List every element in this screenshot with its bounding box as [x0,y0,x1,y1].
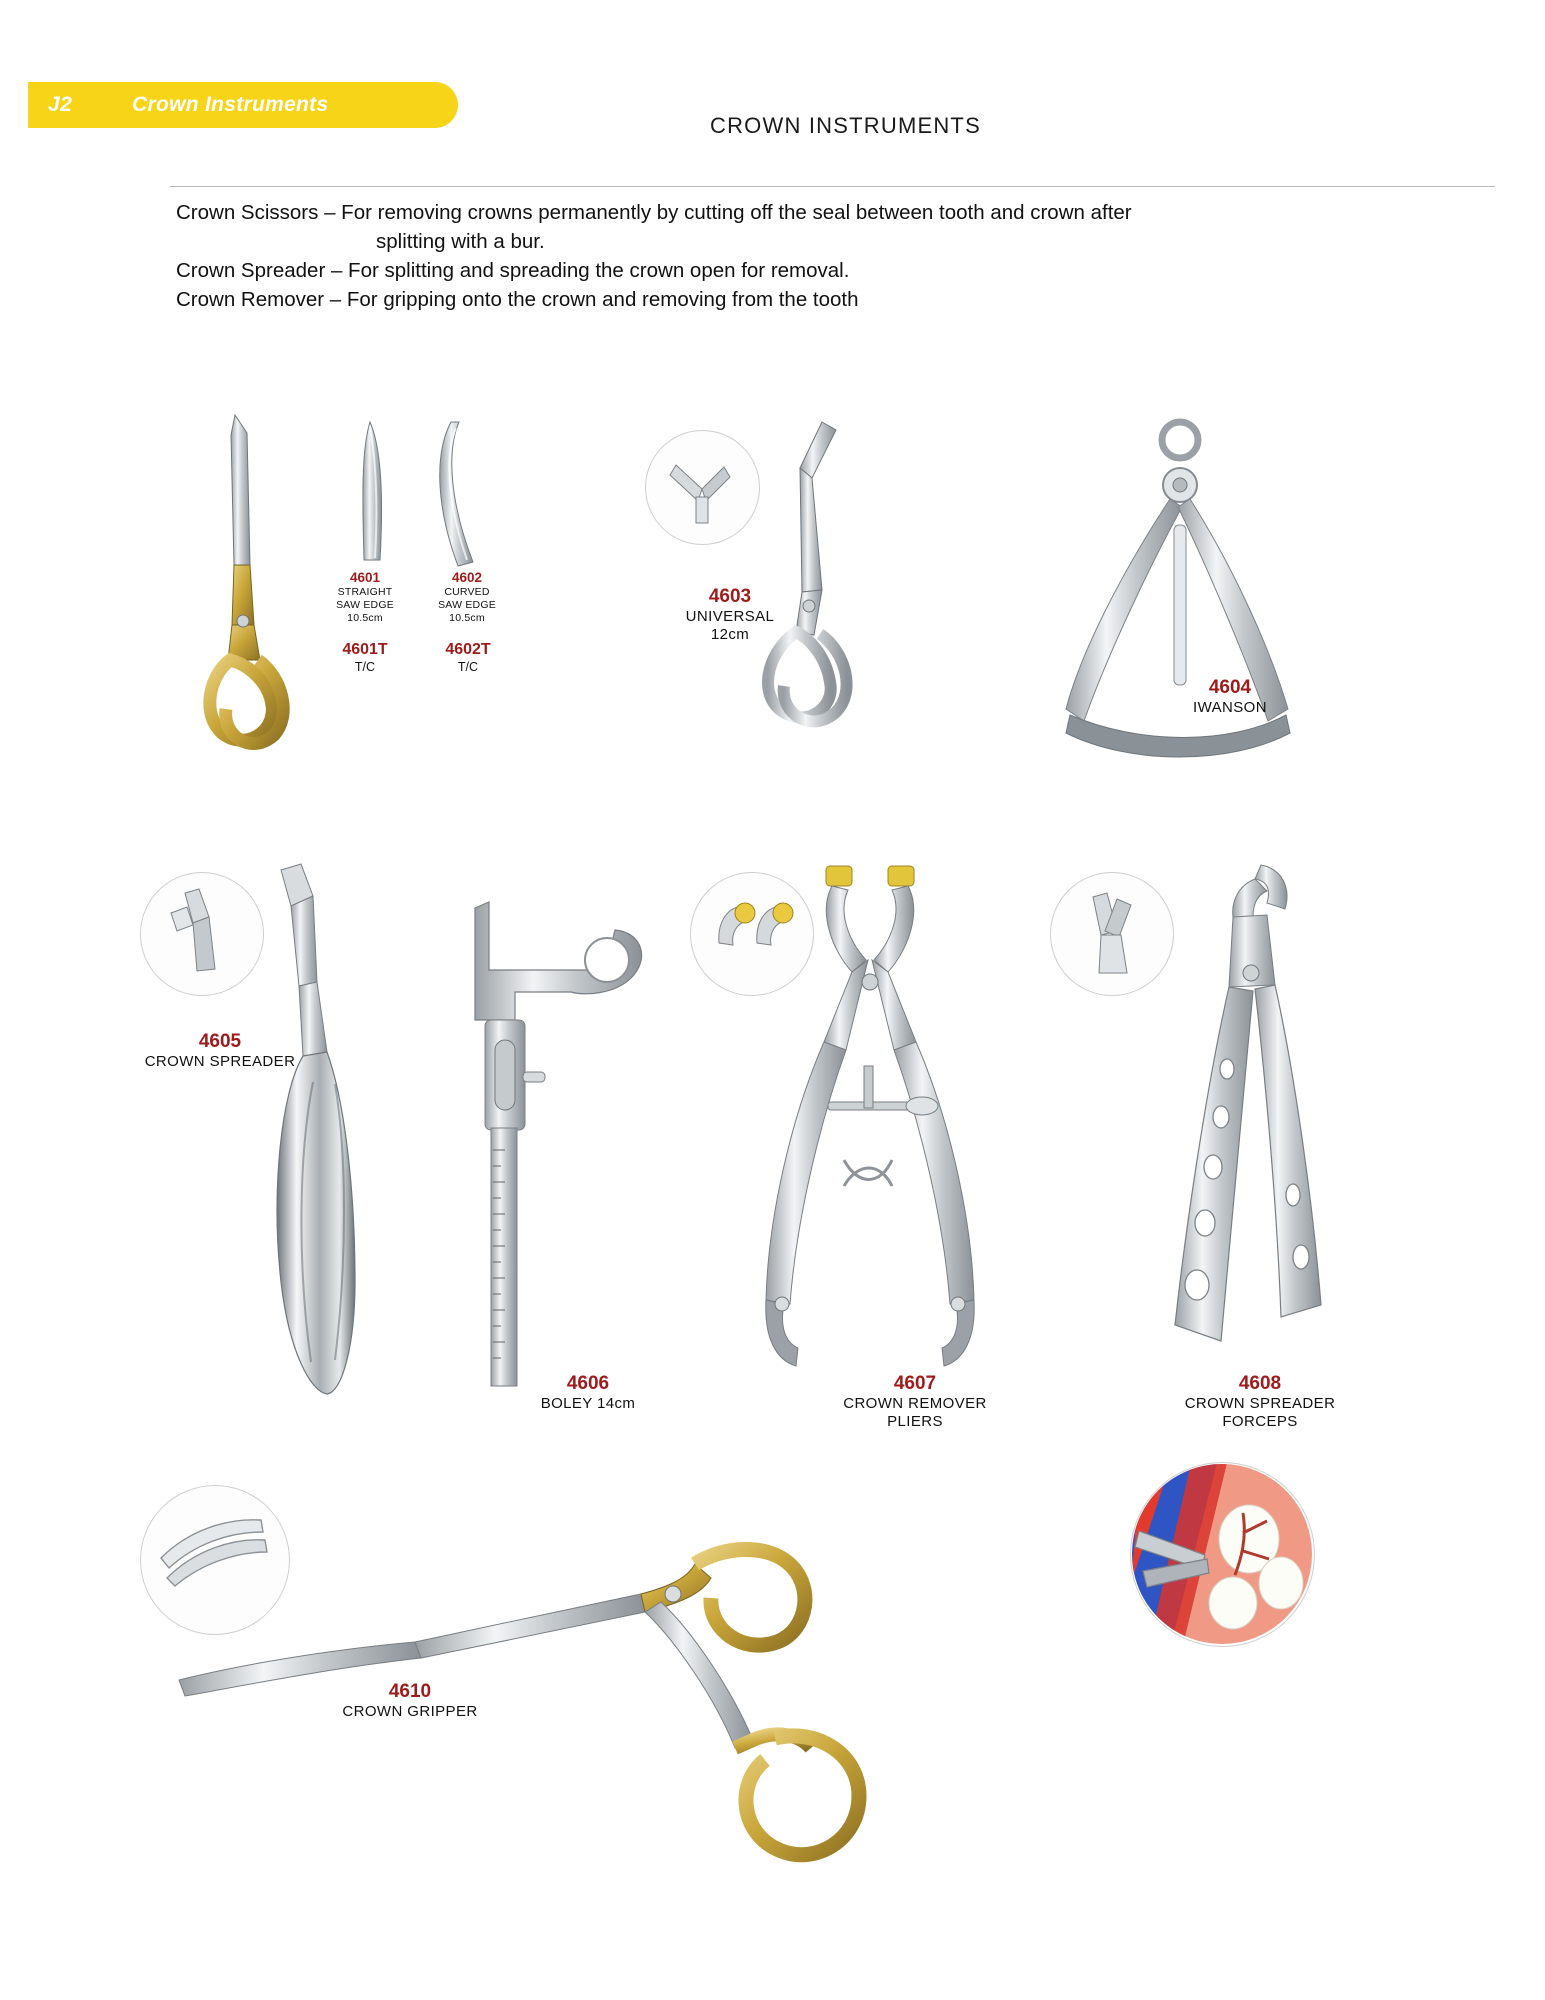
caption-4602-size: 10.5cm [449,612,485,625]
caption-4608-name2: FORCEPS [1222,1413,1298,1431]
figure-4605 [255,862,385,1422]
caption-4607 [800,1372,1030,1432]
page-code: J2 [48,93,73,116]
caption-4603 [640,585,820,645]
intro-text [176,198,1376,314]
curved-saw-edge-blade [425,420,495,570]
figure-4602-blade [425,420,495,570]
figure-4601-blade [340,420,400,570]
caption-4601-name2: SAW EDGE [336,599,394,612]
figure-4607 [740,860,1000,1420]
caption-4606-name: BOLEY 14cm [540,1395,636,1413]
caption-4602t-label: T/C [457,659,479,674]
caption-4604-number: 4604 [1208,677,1252,698]
caption-4602t [418,640,518,675]
caption-4602 [412,570,522,625]
caption-4602-number: 4602 [451,570,483,585]
caption-4603-size: 12cm [710,626,750,644]
caption-4601-name1: STRAIGHT [337,586,393,599]
caption-4603-number: 4603 [708,586,752,607]
crown-gripper-illustration [175,1490,895,1920]
caption-4610-number: 4610 [388,1681,432,1702]
iwanson-gauge-illustration [1050,415,1310,805]
caption-4605-number: 4605 [198,1031,242,1052]
caption-4603-name: UNIVERSAL [685,608,775,626]
caption-4604-name: IWANSON [1193,699,1267,717]
caption-4607-number: 4607 [893,1373,937,1394]
caption-4601 [310,570,420,625]
caption-4605 [110,1030,330,1071]
caption-4607-name2: PLIERS [887,1413,943,1431]
caption-4607-name1: CROWN REMOVER [843,1395,987,1413]
intro-line-1: Crown Scissors – For removing crowns permanently by cutting off the seal between tooth and crown after [176,201,1132,224]
tab-title: Crown Instruments [132,93,329,116]
figure-4606 [455,900,675,1400]
figure-4604 [1050,415,1310,805]
caption-4610-name: CROWN GRIPPER [342,1703,478,1721]
caption-4601t-label: T/C [354,659,376,674]
page-tab-banner [28,82,458,128]
caption-4601t [315,640,415,675]
caption-4610 [300,1680,520,1721]
caption-4608 [1140,1372,1380,1432]
clinical-photo-circle [1130,1462,1315,1647]
caption-4601-number: 4601 [349,570,381,585]
caption-4608-name1: CROWN SPREADER [1184,1395,1336,1413]
straight-saw-edge-blade [340,420,400,570]
intro-line-2: Crown Spreader – For splitting and spreading the crown open for removal. [176,259,850,282]
intro-line-3: Crown Remover – For gripping onto the crown and removing from the tooth [176,288,859,311]
page-title: CROWN INSTRUMENTS [710,113,981,138]
caption-4604 [1130,676,1330,717]
caption-4602-name2: SAW EDGE [438,599,496,612]
caption-4606 [488,1372,688,1413]
caption-4601-size: 10.5cm [347,612,383,625]
caption-4601t-number: 4601T [342,641,388,658]
caption-4605-name: CROWN SPREADER [144,1053,296,1071]
crown-spreader-forceps-illustration [1135,855,1385,1415]
header-divider [170,186,1495,187]
clinical-application-photo [1131,1463,1313,1645]
caption-4602-name1: CURVED [444,586,490,599]
caption-4602t-number: 4602T [445,641,491,658]
caption-4606-number: 4606 [566,1373,610,1394]
figure-4610 [175,1490,895,1920]
intro-line-1-cont: splitting with a bur. [376,230,545,253]
crown-remover-pliers-illustration [740,860,1000,1420]
inset-circle-4605 [140,872,264,996]
caption-4608-number: 4608 [1238,1373,1282,1394]
figure-4608 [1135,855,1385,1415]
boley-gauge-illustration [455,900,675,1400]
crown-spreader-illustration [255,862,385,1422]
inset-4605-detail [141,873,261,993]
